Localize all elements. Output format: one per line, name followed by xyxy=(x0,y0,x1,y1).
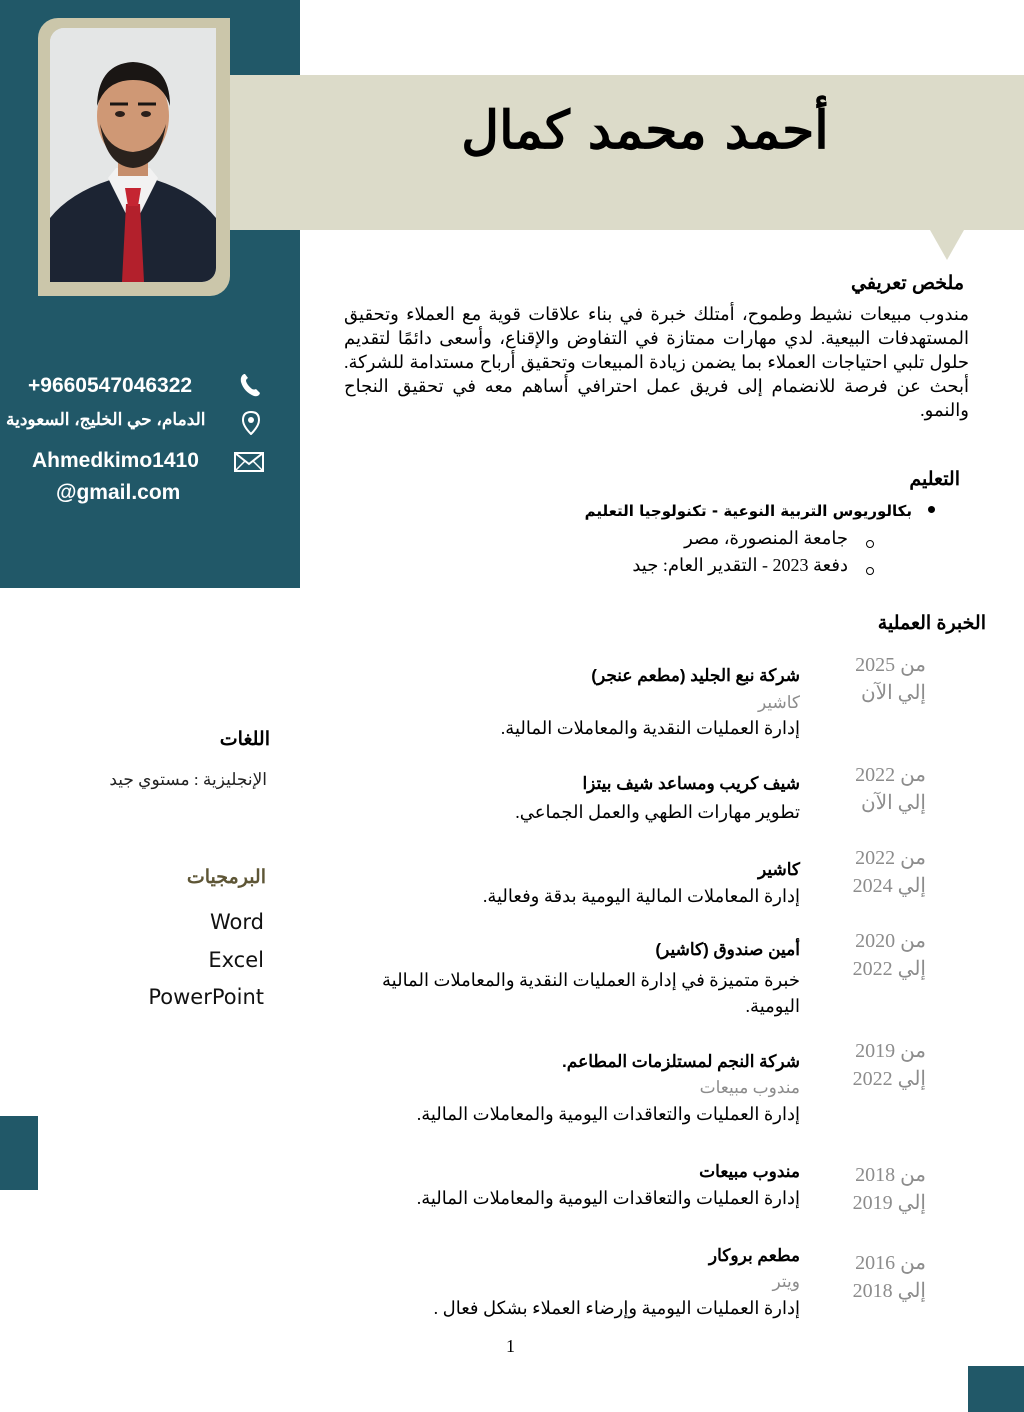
address: الدمام، حي الخليج، السعودية xyxy=(6,410,206,429)
job-description: إدارة المعاملات المالية اليومية بدقة وفعالية. xyxy=(482,886,800,906)
job-title: مندوب مبيعات xyxy=(699,1162,800,1181)
language-item: الإنجليزية : مستوي جيد xyxy=(109,770,267,789)
software-item: Word xyxy=(210,910,264,934)
job-role: ويتر xyxy=(772,1272,800,1291)
job-date-to: إلي 2022 xyxy=(852,958,926,980)
job-role: كاشير xyxy=(757,693,800,712)
job-title: كاشير xyxy=(757,860,800,879)
summary-heading: ملخص تعريفي xyxy=(851,273,964,294)
header-band-pointer xyxy=(930,230,964,260)
education-year: دفعة 2023 - التقدير العام: جيد xyxy=(632,555,848,575)
education-degree: بكالوريوس التربية النوعية - تكنولوجيا التعليم xyxy=(584,502,912,520)
job-date-to: إلي 2024 xyxy=(852,875,926,897)
job-description: خبرة متميزة في إدارة العمليات النقدية والمعاملات المالية اليومية. xyxy=(382,970,800,1016)
job-date-to: إلي 2022 xyxy=(852,1068,926,1090)
bullet-icon xyxy=(928,506,935,513)
job-description: إدارة العمليات النقدية والمعاملات المالية. xyxy=(500,718,800,738)
job-date-to: إلي الآن xyxy=(861,682,926,704)
job-description: إدارة العمليات والتعاقدات اليومية والمعاملات المالية. xyxy=(416,1188,800,1208)
job-date-to: إلي الآن xyxy=(861,792,926,814)
email-line-1: Ahmedkimo1410 xyxy=(32,449,199,472)
job-date-from: من 2022 xyxy=(855,764,926,786)
job-description: إدارة العمليات والتعاقدات اليومية والمعاملات المالية. xyxy=(416,1104,800,1124)
job-date-from: من 2020 xyxy=(855,930,926,952)
decorative-block-right xyxy=(968,1366,1024,1412)
circle-bullet-icon xyxy=(866,540,874,548)
job-date-from: من 2016 xyxy=(855,1252,926,1274)
job-date-from: من 2022 xyxy=(855,847,926,869)
phone-icon xyxy=(238,372,262,398)
job-description: إدارة العمليات اليومية وإرضاء العملاء بشكل فعال . xyxy=(433,1298,800,1318)
page-number: 1 xyxy=(506,1336,515,1356)
experience-heading: الخبرة العملية xyxy=(877,613,986,634)
person-name: أحمد محمد كمال xyxy=(461,100,829,161)
job-title: مطعم بروكار xyxy=(708,1246,800,1265)
envelope-icon xyxy=(234,452,264,472)
job-role: مندوب مبيعات xyxy=(699,1078,800,1097)
circle-bullet-icon xyxy=(866,567,874,575)
header-band-extension xyxy=(230,75,300,230)
decorative-block-left xyxy=(0,1116,38,1190)
languages-heading: اللغات xyxy=(219,729,270,750)
job-date-from: من 2019 xyxy=(855,1040,926,1062)
education-heading: التعليم xyxy=(909,469,960,490)
job-description: تطوير مهارات الطهي والعمل الجماعي. xyxy=(515,802,800,822)
job-date-from: من 2025 xyxy=(855,654,926,676)
job-date-to: إلي 2018 xyxy=(852,1280,926,1302)
job-title: شيف كريب ومساعد شيف بيتزا xyxy=(582,774,800,793)
profile-photo xyxy=(50,28,216,282)
software-item: PowerPoint xyxy=(148,985,264,1009)
location-pin-icon xyxy=(242,411,260,435)
job-title: أمين صندوق (كاشير) xyxy=(655,940,800,959)
software-heading: البرمجيات xyxy=(186,867,266,888)
education-university: جامعة المنصورة، مصر xyxy=(684,528,848,548)
job-title: شركة نبع الجليد (مطعم عنجر) xyxy=(591,666,800,685)
email-line-2: @gmail.com xyxy=(56,481,181,504)
phone-number: +9660547046322 xyxy=(28,374,193,397)
summary-text: مندوب مبيعات نشيط وطموح، أمتلك خبرة في بناء علاقات قوية مع العملاء وتحقيق المستهدفات البيعية. لدي مهارات ممتازة في التفاوض والإقناع، وأسعى دائمًا لتقديم حلول تلبي احتياجات العملاء بما يضمن زيادة المبيعات وتحقيق أرباح مستدامة للشركة. أبحث عن فرصة للانضمام إلى فريق عمل احترافي أساهم معه في تحقيق النجاح والنمو. xyxy=(344,304,969,420)
job-title: شركة النجم لمستلزمات المطاعم. xyxy=(562,1052,800,1071)
job-date-to: إلي 2019 xyxy=(852,1192,926,1214)
software-item: Excel xyxy=(208,948,264,972)
job-date-from: من 2018 xyxy=(855,1164,926,1186)
